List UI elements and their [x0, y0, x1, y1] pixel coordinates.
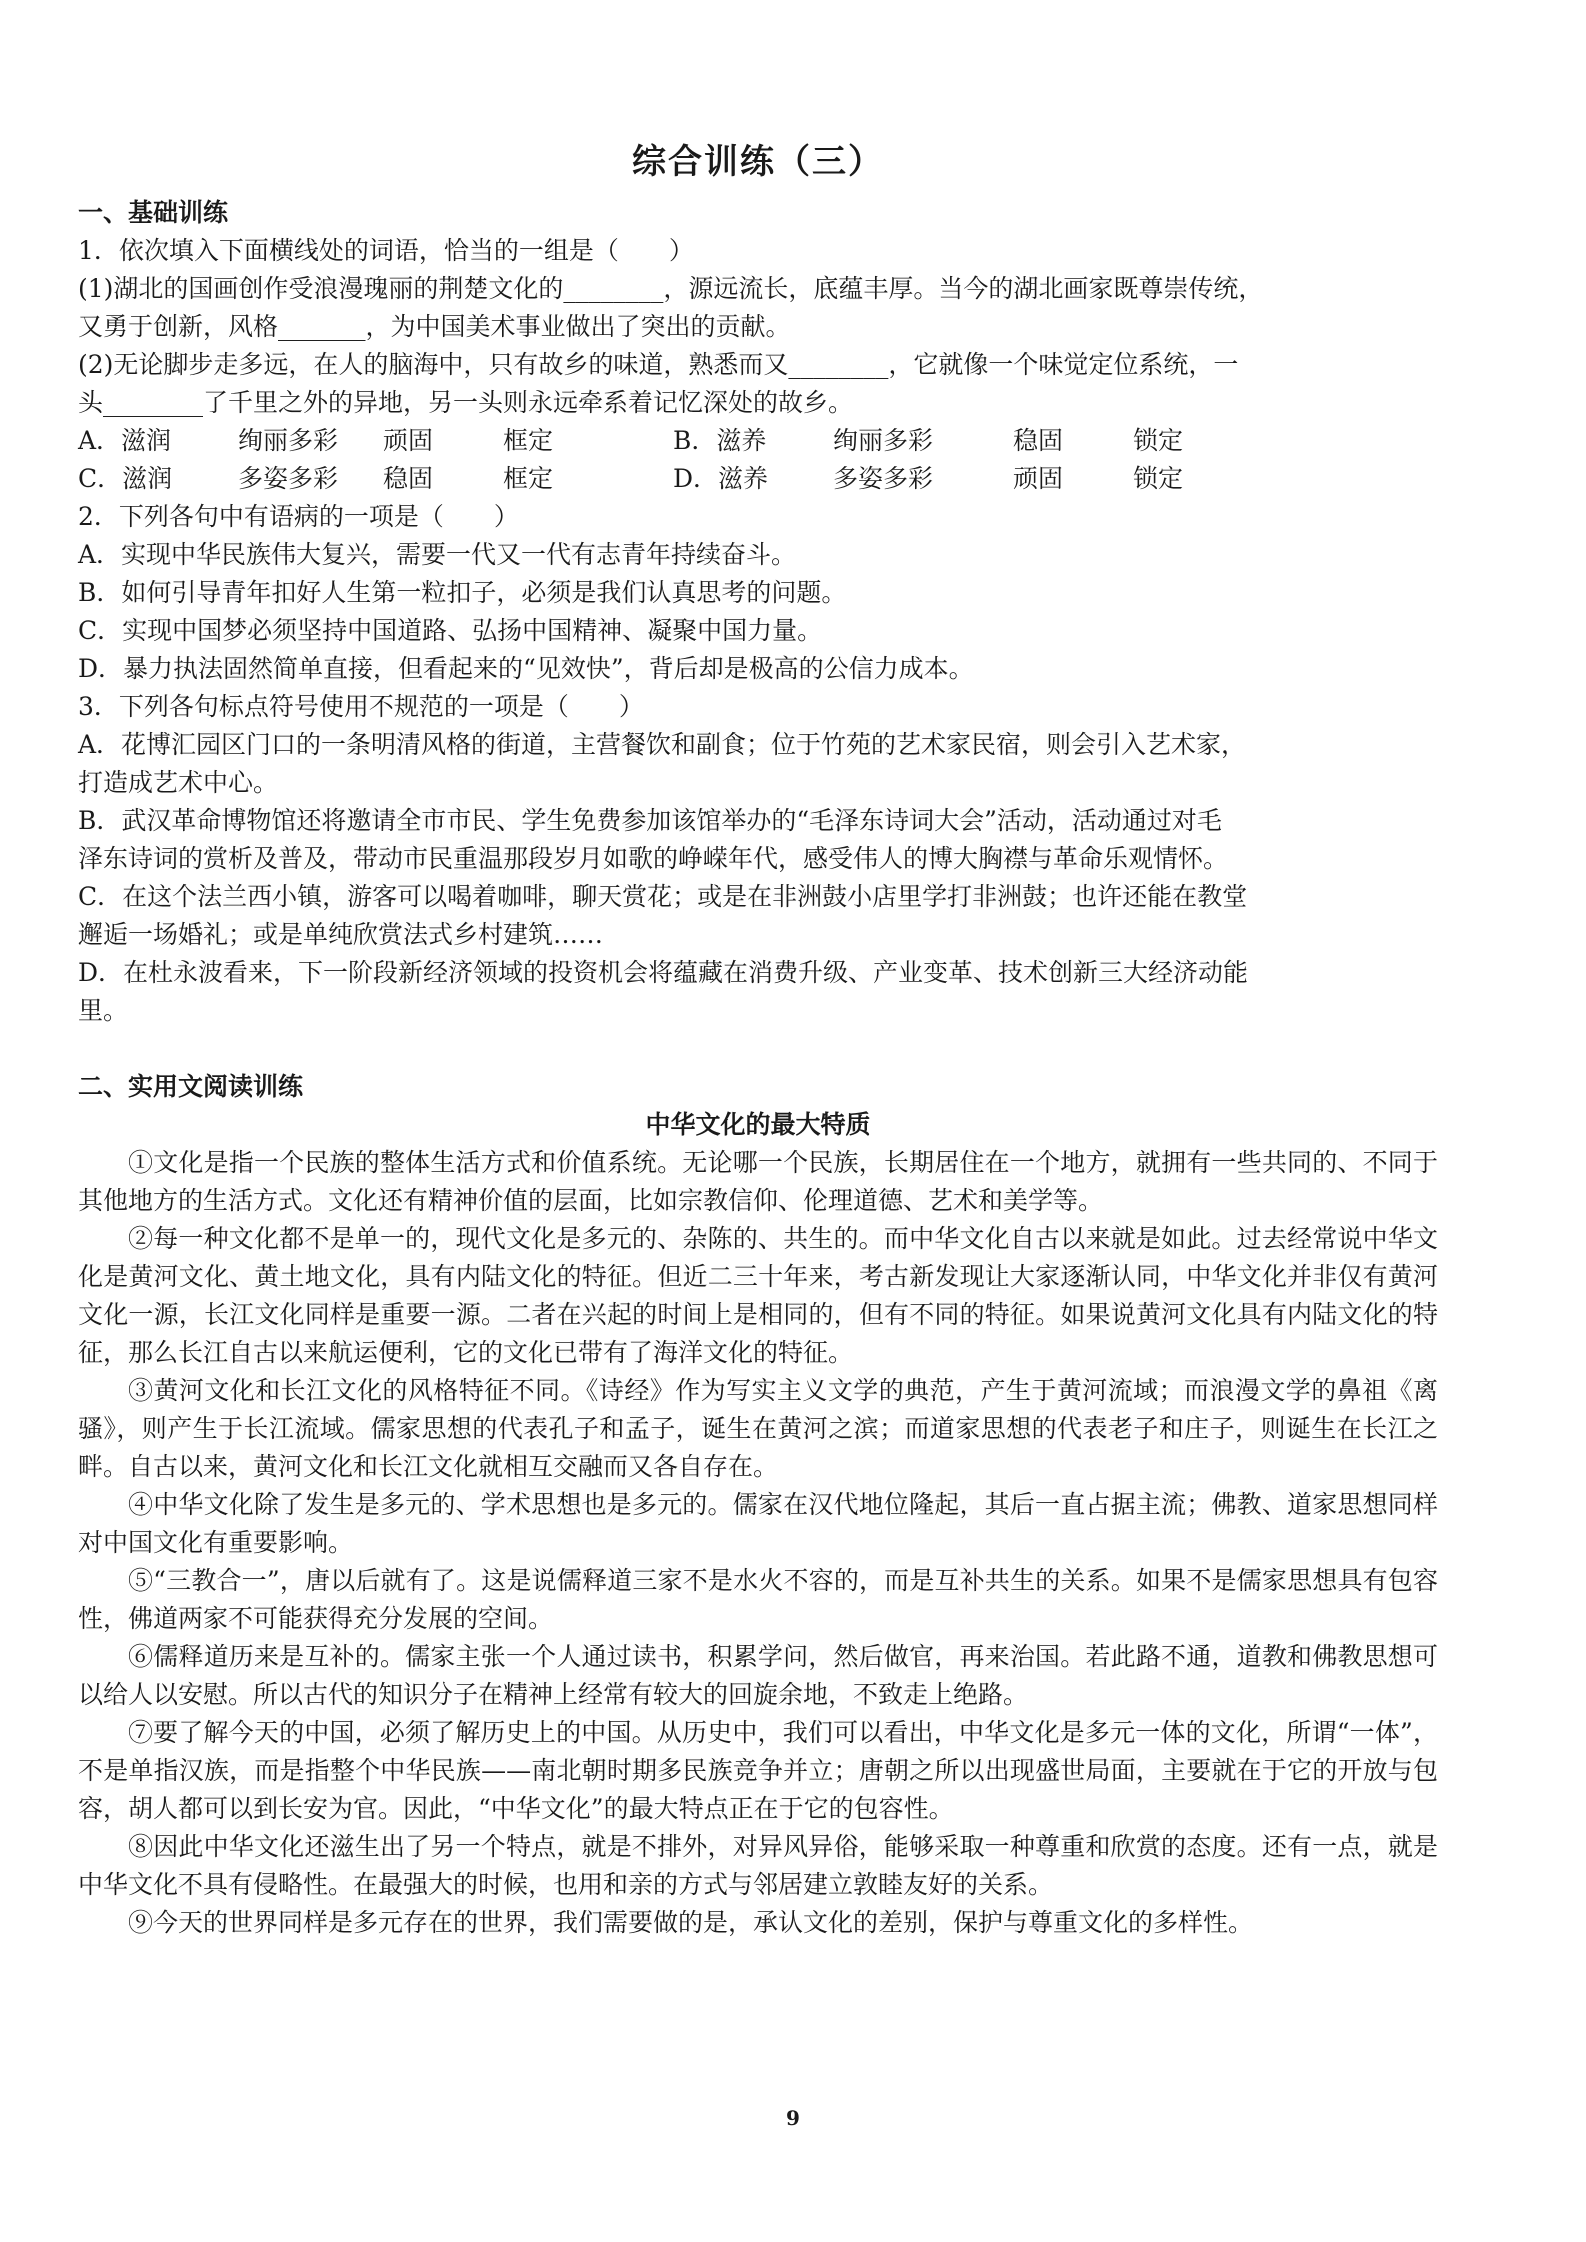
article-paragraph: ②每一种文化都不是单一的，现代文化是多元的、杂陈的、共生的。而中华文化自古以来就是如此。过去经常说中华文化是黄河文化、黄土地文化，具有内陆文化的特征。但近二三十年来，考古新发现让大家逐渐认同，中华文化并非仅有黄河文化一源，长江文化同样是重要一源。二者在兴起的时间上是相同的，但有不同的特征。如果说黄河文化具有内陆文化的特征，那么长江自古以来航运便利，它的文化已带有了海洋文化的特征。: [78, 1224, 1438, 1367]
question-2-stem: 2．下列各句中有语病的一项是（ ）: [78, 502, 519, 531]
question-3-option-a: A．花博汇园区门口的一条明清风格的街道，主营餐饮和副食；位于竹苑的艺术家民宿，则会引入艺术家，: [78, 730, 1247, 759]
question-2-option-d: D．暴力执法固然简单直接，但看起来的“见效快”，背后却是极高的公信力成本。: [78, 654, 974, 683]
option-cell: 顽固: [1013, 464, 1064, 493]
question-3-option-b-cont: 泽东诗词的赏析及普及，带动市民重温那段岁月如歌的峥嵘年代，感受伟人的博大胸襟与革命乐观情怀。: [78, 844, 1229, 873]
option-cell: A．滋润: [78, 426, 172, 455]
option-cell: 多姿多彩: [238, 464, 339, 493]
option-cell: 稳固: [1013, 426, 1064, 455]
question-3-option-d-cont: 里。: [78, 996, 129, 1025]
question-3-option-b: B．武汉革命博物馆还将邀请全市市民、学生免费参加该馆举办的“毛泽东诗词大会”活动，活动通过对毛: [78, 806, 1222, 835]
page-title: 综合训练（三）: [632, 142, 884, 182]
option-cell: B．滋养: [673, 426, 767, 455]
article-title: 中华文化的最大特质: [645, 1110, 871, 1139]
question-3-option-c-cont: 邂逅一场婚礼；或是单纯欣赏法式乡村建筑……: [78, 920, 604, 949]
article-paragraph: ⑥儒释道历来是互补的。儒家主张一个人通过读书，积累学问，然后做官，再来治国。若此路不通，道教和佛教思想可以给人以安慰。所以古代的知识分子在精神上经常有较大的回旋余地，不致走上绝路。: [78, 1642, 1438, 1709]
option-cell: 框定: [503, 464, 554, 493]
section-heading-basic: 一、基础训练: [78, 198, 229, 227]
page-content: [78, 140, 1438, 1942]
question-3-option-a-cont: 打造成艺术中心。: [78, 768, 279, 797]
question-2-option-c: C．实现中国梦必须坚持中国道路、弘扬中国精神、凝聚中国力量。: [78, 616, 823, 645]
question-1-text-line: 头________了千里之外的异地，另一头则永远牵系着记忆深处的故乡。: [78, 388, 854, 417]
article-paragraph: ⑨今天的世界同样是多元存在的世界，我们需要做的是，承认文化的差别，保护与尊重文化的多样性。: [128, 1908, 1254, 1937]
question-2-option-b: B．如何引导青年扣好人生第一粒扣子，必须是我们认真思考的问题。: [78, 578, 847, 607]
option-row: [78, 422, 1438, 460]
article-paragraph: ①文化是指一个民族的整体生活方式和价值系统。无论哪一个民族，长期居住在一个地方，就拥有一些共同的、不同于其他地方的生活方式。文化还有精神价值的层面，比如宗教信仰、伦理道德、艺术和美学等。: [78, 1148, 1438, 1215]
option-cell: 稳固: [383, 464, 434, 493]
article-paragraph: ⑤“三教合一”，唐以后就有了。这是说儒释道三家不是水火不容的，而是互补共生的关系。如果不是儒家思想具有包容性，佛道两家不可能获得充分发展的空间。: [78, 1566, 1438, 1633]
option-cell: 绚丽多彩: [238, 426, 339, 455]
question-1-options: [78, 422, 1438, 498]
question-3-stem: 3．下列各句标点符号使用不规范的一项是（ ）: [78, 692, 644, 721]
article-paragraph: ⑦要了解今天的中国，必须了解历史上的中国。从历史中，我们可以看出，中华文化是多元一体的文化，所谓“一体”，不是单指汉族，而是指整个中华民族——南北朝时期多民族竞争并立；唐朝之所以出现盛世局面，主要就在于它的开放与包容，胡人都可以到长安为官。因此，“中华文化”的最大特点正在于它的包容性。: [78, 1718, 1438, 1823]
question-1-text-line: (2)无论脚步走多远，在人的脑海中，只有故乡的味道，熟悉而又________，它就像一个味觉定位系统，一: [78, 350, 1239, 379]
option-cell: 多姿多彩: [833, 464, 934, 493]
section-heading-reading: 二、实用文阅读训练: [78, 1072, 304, 1101]
question-1-text-line: 又勇于创新，风格_______，为中国美术事业做出了突出的贡献。: [78, 312, 791, 341]
question-3-option-d: D．在杜永波看来，下一阶段新经济领域的投资机会将蕴藏在消费升级、产业变革、技术创新三大经济动能: [78, 958, 1249, 987]
option-cell: C．滋润: [78, 464, 173, 493]
option-row: [78, 460, 1438, 498]
article-paragraph: ④中华文化除了发生是多元的、学术思想也是多元的。儒家在汉代地位隆起，其后一直占据主流；佛教、道家思想同样对中国文化有重要影响。: [78, 1490, 1438, 1557]
question-2-option-a: A．实现中华民族伟大复兴，需要一代又一代有志青年持续奋斗。: [78, 540, 797, 569]
article-paragraph: ③黄河文化和长江文化的风格特征不同。《诗经》作为写实主义文学的典范，产生于黄河流域；而浪漫文学的鼻祖《离骚》，则产生于长江流域。儒家思想的代表孔子和孟子，诞生在黄河之滨；而道家思想的代表老子和庄子，则诞生在长江之畔。自古以来，黄河文化和长江文化就相互交融而又各自存在。: [78, 1376, 1438, 1481]
page-number: 9: [786, 2106, 800, 2130]
option-cell: 顽固: [383, 426, 434, 455]
question-1-stem: 1．依次填入下面横线处的词语，恰当的一组是（ ）: [78, 236, 694, 265]
question-1-text-line: (1)湖北的国画创作受浪漫瑰丽的荆楚文化的________，源远流长，底蕴丰厚。当今的湖北画家既尊崇传统，: [78, 274, 1264, 303]
question-3-option-c: C．在这个法兰西小镇，游客可以喝着咖啡，聊天赏花；或是在非洲鼓小店里学打非洲鼓；也许还能在教堂: [78, 882, 1248, 911]
article-paragraph: ⑧因此中华文化还滋生出了另一个特点，就是不排外，对异风异俗，能够采取一种尊重和欣赏的态度。还有一点，就是中华文化不具有侵略性。在最强大的时候，也用和亲的方式与邻居建立敦睦友好的关系。: [78, 1832, 1438, 1899]
option-cell: 绚丽多彩: [833, 426, 934, 455]
section-spacer: [78, 1030, 1438, 1068]
option-cell: 锁定: [1133, 426, 1184, 455]
option-cell: 框定: [503, 426, 554, 455]
option-cell: D．滋养: [673, 464, 769, 493]
option-cell: 锁定: [1133, 464, 1184, 493]
